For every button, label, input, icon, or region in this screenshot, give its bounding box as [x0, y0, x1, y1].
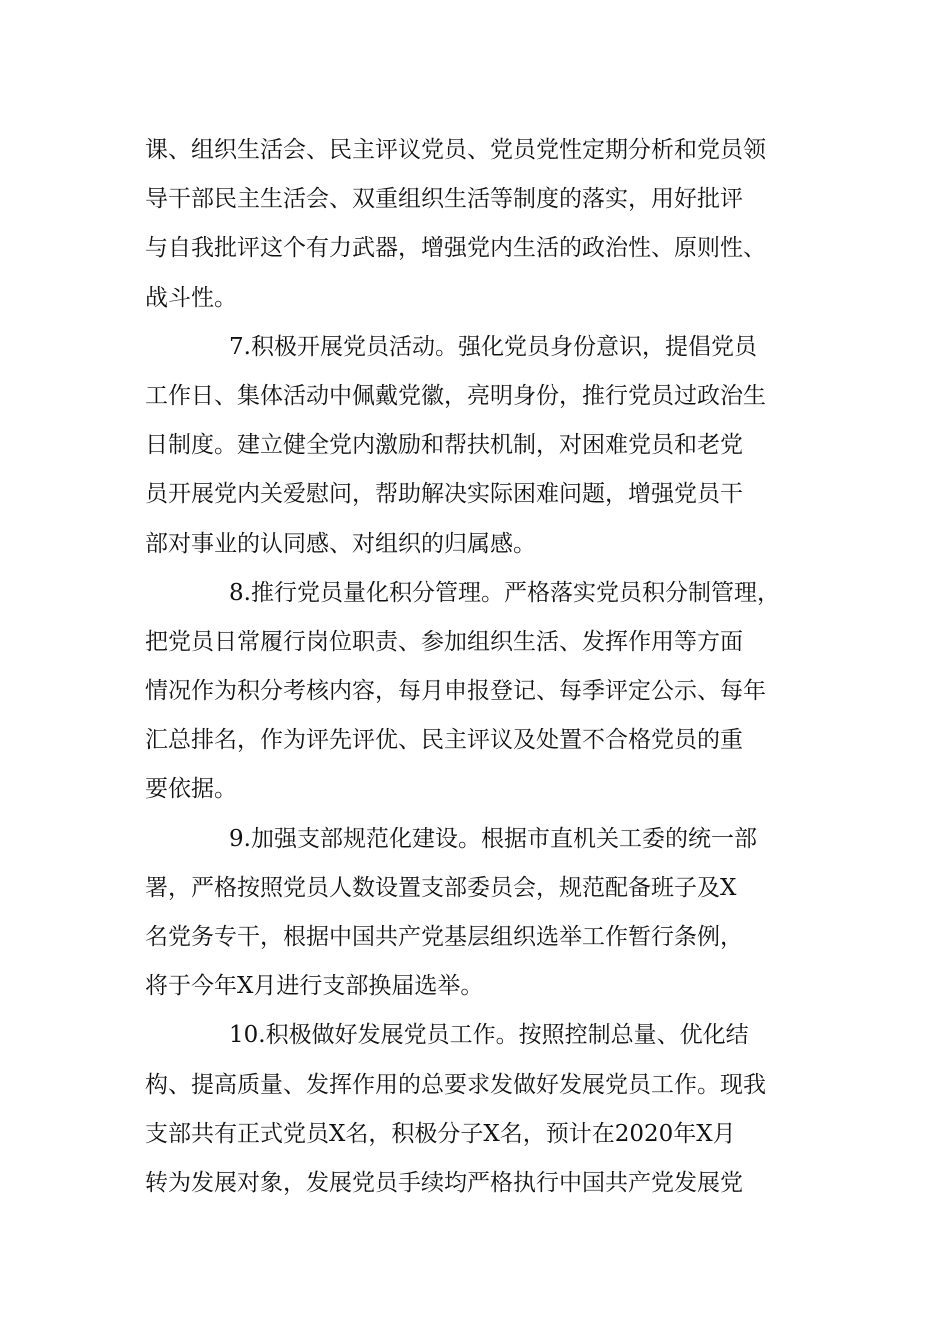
paragraph-item-9: [145, 815, 805, 1012]
text-line: 把党员日常履行岗位职责、参加组织生活、发挥作用等方面: [145, 628, 743, 655]
paragraph-item-10: [145, 1011, 805, 1208]
paragraph-item-7: [145, 323, 805, 569]
paragraph-item-8: [145, 569, 805, 815]
text-line: 汇总排名，作为评先评优、民主评议及处置不合格党员的重: [145, 727, 743, 754]
document-page: [145, 126, 805, 1208]
text-line: 情况作为积分考核内容，每月申报登记、每季评定公示、每年: [145, 678, 766, 705]
text-line: 名党务专干，根据中国共产党基层组织选举工作暂行条例，: [145, 924, 743, 950]
text-line: 支部共有正式党员X名，积极分子X名，预计在2020年X月: [145, 1120, 736, 1147]
text-line: 7.积极开展党员活动。强化党员身份意识，提倡党员: [229, 333, 757, 360]
text-line: 工作日、集体活动中佩戴党徽，亮明身份，推行党员过政治生: [145, 382, 766, 409]
text-line: 构、提高质量、发挥作用的总要求发做好发展党员工作。现我: [145, 1071, 766, 1098]
text-line: 将于今年X月进行支部换届选举。: [145, 973, 484, 1000]
text-line: 9.加强支部规范化建设。根据市直机关工委的统一部: [229, 825, 757, 852]
text-line: 与自我批评这个有力武器，增强党内生活的政治性、原则性、: [145, 235, 766, 262]
text-line: 转为发展对象，发展党员手续均严格执行中国共产党发展党: [145, 1169, 743, 1196]
text-line: 署，严格按照党员人数设置支部委员会，规范配备班子及X: [145, 874, 737, 901]
paragraph-continuation: [145, 126, 805, 323]
text-line: 要依据。: [145, 776, 237, 803]
text-line: 课、组织生活会、民主评议党员、党员党性定期分析和党员领: [145, 137, 766, 163]
text-line: 8.推行党员量化积分管理。严格落实党员积分制管理，: [229, 579, 780, 606]
text-line: 10.积极做好发展党员工作。按照控制总量、优化结: [229, 1022, 749, 1049]
text-line: 部对事业的认同感、对组织的归属感。: [145, 530, 536, 557]
text-line: 战斗性。: [145, 284, 237, 311]
text-line: 日制度。建立健全党内激励和帮扶机制，对困难党员和老党: [145, 432, 743, 459]
text-line: 导干部民主生活会、双重组织生活等制度的落实，用好批评: [145, 186, 743, 213]
text-line: 员开展党内关爱慰问，帮助解决实际困难问题，增强党员干: [145, 481, 743, 508]
